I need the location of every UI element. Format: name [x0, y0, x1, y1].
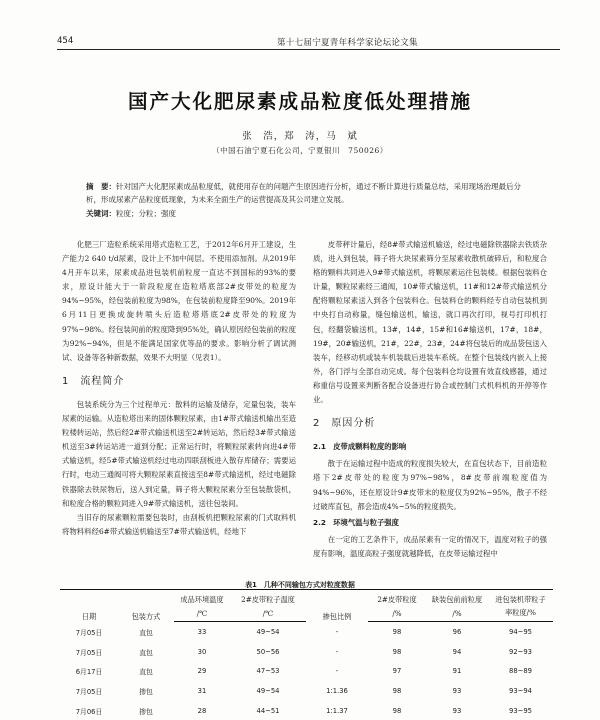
keywords-text: 粒度；分粒；强度	[116, 209, 176, 218]
cell-belt2: 98	[392, 686, 402, 695]
cell-mix: -	[335, 667, 339, 676]
page-number: 454	[57, 36, 74, 46]
paper-title: 国产大化肥尿素成品粒度低处理措施	[127, 90, 472, 113]
cell-belt-temp: 44~51	[256, 706, 280, 715]
cell-post: 93~95	[509, 706, 532, 715]
cell-mix: 1:1.37	[326, 706, 348, 715]
cell-mode: 直包	[139, 628, 153, 637]
keywords-label: 关键词：	[86, 209, 116, 218]
authors: 张 浩，郑 涛，马 斌	[242, 131, 358, 142]
keywords	[86, 208, 526, 219]
unit-ambient-temp: /℃	[174, 605, 230, 622]
flow-paragraph: 皮带秤计量后，经8#带式输送机输送，经过电磁除铁器除去铁质杂质，进入到包装，筛子将大块尿素筛分至尿素收散机破碎后，和粒度合格的颗料共同进入9#带式输送机，将颗尿素运往包装楼。根据包装料仓计量，颗粒尿素经三通阀，10#带式输送机，11#和12#带式输送机分配将颗粒尿素送入到各个包装料仓。包装料仓的颗料经专自动包装机到中央打自动称量，缝包输送机，输送，就口再次打印，视号打印机打包，经翻袋输送机，13#，14#，15#和16#输送机，17#，18#，19#，20#输送机，21#，22#，23#，24#将包装后的成品袋包送入装车，经移动机或装车机装载后进装车系统。在整个包装线内嵌入上接外，各门浮与全部自动完成。每个包装料仓均设置有效直线感器，通过称重信号设置来判断各配合设备进行协合或控制门式机料机的开停等作业。	[313, 240, 547, 405]
cell-ambient: 30	[197, 647, 207, 656]
cell-belt2: 98	[392, 706, 402, 715]
data-table	[60, 589, 553, 720]
cell-belt2: 97	[392, 667, 402, 676]
header-rule	[57, 49, 560, 50]
cell-date: 7月05日	[75, 648, 103, 657]
header-pack-mode: 包装方式	[118, 590, 174, 622]
cell-post: 88~89	[509, 667, 532, 676]
section-1-paragraph: 包装系统分为三个过程单元：散料的运输及储存，定量包装，装车尿素的运输。从造粒塔出来的固体颗粒尿素，由1#带式输送机输出至造粒楼转运站，然后经2#带式输送机送至2#转运站，然后经3#带式输送机送至3#转运站进一道到分配；正常运行时，将颗粒尿素转向进4#带式输送机，经5#带式输送机经过电动四联刮板进入散存库储存；需要运行时，电动三通阀可将大颗粒尿素直接送至8#带式输送机，经过电磁除铁器除去铁尿物后，送入到定量，筛子将大颗粒尿素分至包装散袋机，和粒度合格的颗粒同进入9#带式输送机，送往包装间。	[62, 399, 296, 508]
body-right-column	[313, 238, 547, 568]
header-belt-temp: 2#皮带粒子温度	[230, 590, 306, 606]
cell-mix: 1:1.36	[326, 686, 348, 695]
subsection-2-2-title: 2.2 环境气温与粒子强度	[313, 517, 399, 527]
cell-date: 6月17日	[75, 668, 103, 677]
cell-mode: 掺包	[139, 687, 153, 696]
body-left-column	[62, 238, 296, 568]
cell-belt2: 98	[392, 647, 402, 656]
header-ambient-temp: 成品环境温度	[174, 590, 230, 606]
cell-belt-temp: 49~54	[256, 686, 280, 695]
table-caption: 表1 几种不同输包方式对粒度数据	[245, 581, 355, 589]
cell-date: 7月05日	[75, 628, 103, 637]
abstract-text: 针对国产大化肥尿素成品粒度低，就使用存在的问题产生原因进行分析，通过不断计算进行质量总结，采用现场治理最后分析，形成尿素产品粒度低现象，为未来全面生产的运营提高及其公司建立发展。	[86, 182, 521, 204]
abstract	[86, 180, 526, 206]
header-belt2-size: 2#皮带粒度	[368, 590, 426, 606]
cell-mode: 掺包	[139, 707, 153, 716]
intro-paragraph: 化肥三厂造粒系统采用塔式造粒工艺，于2012年6月开工建设，生产能力2 640 t/d尿素，设计上不加中间层。不使用添加剂。从2019年4月开车以来，尿素成品进包装机前粒度一直达不到国标的93%的要求，原设计能大于一阶段粒度在造粒塔底部2#皮带处的粒度为94%~95%，经包装前粒度为98%，在包装前粒度降至90%。2019年6月11日更换成旋转喷头后造粒塔塔底2#皮带处的粒度为97%~98%。经包装间前的粒度降到95%处，确认原因经包装前的粒度为92%~94%，但是不能满足国家优等品的要求。影响分析了调试测试、设备等各种新数据，效果不大明显（见表1）。	[62, 240, 296, 362]
section-2-title: 2 原因分析	[313, 418, 376, 430]
abstract-label: 摘 要：	[86, 182, 116, 191]
cell-post: 92~93	[509, 647, 532, 656]
header-mix-ratio: 掺包比例	[306, 590, 368, 622]
section-1-paragraph: 当旧存的尿素颗粒需要包装时，由刮板机把颗粒尿素的门式取料机将物料料经6#带式输送机输送至7#带式输送机，经地下	[62, 512, 296, 536]
cell-post: 93~94	[509, 686, 532, 695]
cell-date: 7月06日	[75, 707, 103, 716]
cell-date: 7月05日	[75, 687, 103, 696]
header-post-pack-size: 进包装机带粒子	[488, 590, 553, 606]
cell-mode: 直包	[139, 648, 153, 657]
cell-pre: 91	[452, 667, 462, 676]
subsection-2-1-text: 散于在运输过程中造成的粒度损失较大，在直包状态下，目前造粒塔下2#皮带处的粒度为97%~98%，8#皮带前端粒度值为94%~96%，还在原设计9#皮带末的粒度仅为92%~95%，散子不经过破库直包，都会造成4%~5%的粒度损失。	[313, 459, 547, 511]
unit-belt-temp: /℃	[230, 605, 306, 622]
cell-ambient: 31	[197, 686, 207, 695]
cell-pre: 94	[452, 647, 462, 656]
table-row	[60, 642, 553, 662]
table-row	[60, 681, 553, 701]
affiliation: （中国石油宁夏石化公司，宁夏银川 750026）	[212, 146, 388, 155]
header-pre-pack-size: 缺装包前前粒度	[426, 590, 488, 606]
cell-pre: 93	[452, 686, 462, 695]
header-date: 日期	[60, 590, 118, 622]
unit-post-pack-size: 率粒度/%	[488, 605, 553, 622]
cell-belt2: 98	[392, 627, 402, 636]
cell-pre: 96	[452, 627, 462, 636]
unit-pre-pack-size: /%	[426, 605, 488, 622]
cell-ambient: 33	[197, 627, 207, 636]
cell-post: 94~95	[509, 627, 532, 636]
table-row	[60, 661, 553, 681]
table-row	[60, 622, 553, 642]
cell-belt-temp: 47~53	[256, 667, 280, 676]
section-1-title: 1 流程简介	[62, 375, 125, 387]
cell-pre: 93	[452, 706, 462, 715]
cell-mix: -	[335, 647, 339, 656]
cell-mix: -	[335, 627, 339, 636]
cell-belt-temp: 49~54	[256, 627, 280, 636]
table-row	[60, 701, 553, 720]
cell-mode: 直包	[139, 668, 153, 677]
cell-belt-temp: 50~56	[256, 647, 280, 656]
subsection-2-2-text: 在一定的工艺条件下，成品尿素有一定的情况下，温度对粒子的强度有影响，温度高粒子强度就越降低，在皮带运输过程中	[313, 534, 547, 558]
running-header	[57, 34, 560, 50]
unit-belt2-size: /%	[368, 605, 426, 622]
journal-title: 第十七届宁夏青年科学家论坛论文集	[277, 38, 418, 48]
cell-ambient: 28	[197, 706, 207, 715]
subsection-2-1-title: 2.1 皮带成颗料粒度的影响	[313, 442, 407, 452]
cell-ambient: 29	[197, 667, 207, 676]
